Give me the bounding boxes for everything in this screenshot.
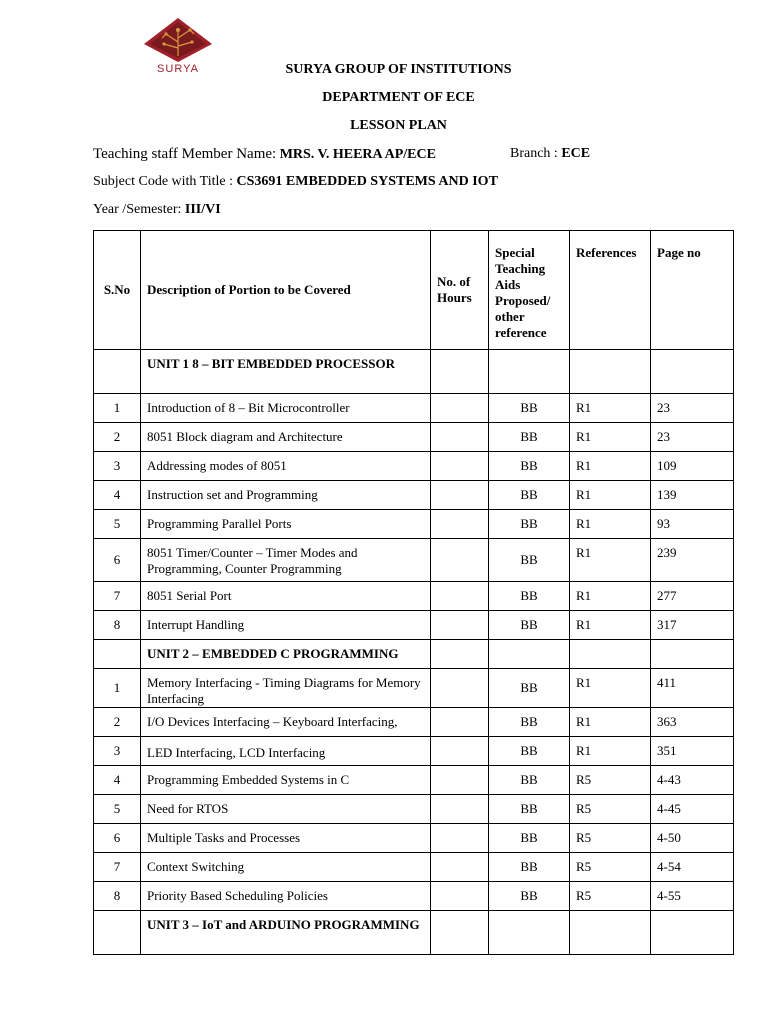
aids-cell: BB	[489, 582, 570, 611]
hours-cell	[431, 582, 489, 611]
reference-cell: R1	[570, 452, 651, 481]
unit-empty-cell	[431, 350, 489, 394]
reference-cell: R1	[570, 582, 651, 611]
unit-empty-cell	[431, 640, 489, 669]
reference-cell: R1	[570, 737, 651, 766]
sno-cell: 8	[94, 882, 141, 911]
description-cell: 8051 Timer/Counter – Timer Modes and Programming, Counter Programming	[141, 539, 431, 582]
table-row	[94, 611, 734, 640]
sno-cell: 4	[94, 766, 141, 795]
year-value: III/VI	[184, 202, 221, 217]
table-row	[94, 394, 734, 423]
unit-title: UNIT 1 8 – BIT EMBEDDED PROCESSOR	[141, 350, 431, 394]
sno-cell: 4	[94, 481, 141, 510]
header-sno: S.No	[94, 231, 141, 350]
logo-text: SURYA	[157, 63, 199, 75]
hours-cell	[431, 766, 489, 795]
unit-empty-cell	[570, 911, 651, 955]
table-row	[94, 795, 734, 824]
sno-cell: 5	[94, 510, 141, 539]
description-cell: LED Interfacing, LCD Interfacing	[141, 737, 431, 766]
table-body	[94, 350, 734, 955]
unit-sno-cell	[94, 640, 141, 669]
header-description: Description of Portion to be Covered	[141, 231, 431, 350]
aids-cell: BB	[489, 882, 570, 911]
header-aids: Special Teaching Aids Proposed/ other reference	[489, 231, 570, 350]
sno-cell: 2	[94, 423, 141, 452]
department-name: DEPARTMENT OF ECE	[322, 90, 475, 105]
aids-cell: BB	[489, 853, 570, 882]
unit-sno-cell	[94, 350, 141, 394]
description-cell: 8051 Block diagram and Architecture	[141, 423, 431, 452]
page-cell: 4-50	[651, 824, 734, 853]
page-cell: 23	[651, 423, 734, 452]
hours-cell	[431, 824, 489, 853]
unit-title: UNIT 3 – IoT and ARDUINO PROGRAMMING	[141, 911, 431, 955]
page-cell: 351	[651, 737, 734, 766]
year-line	[93, 202, 221, 218]
reference-cell: R1	[570, 708, 651, 737]
branch-label: Branch :	[510, 146, 558, 161]
aids-cell: BB	[489, 737, 570, 766]
aids-cell: BB	[489, 423, 570, 452]
logo-emblem-icon	[142, 16, 214, 64]
institution-name: SURYA GROUP OF INSTITUTIONS	[285, 62, 512, 77]
hours-cell	[431, 708, 489, 737]
table-row	[94, 582, 734, 611]
sno-cell: 1	[94, 394, 141, 423]
unit-empty-cell	[489, 640, 570, 669]
staff-line	[93, 146, 436, 163]
table-row	[94, 737, 734, 766]
description-cell: Programming Embedded Systems in C	[141, 766, 431, 795]
document-title: LESSON PLAN	[350, 118, 447, 133]
unit-empty-cell	[489, 911, 570, 955]
unit-row	[94, 640, 734, 669]
unit-row	[94, 911, 734, 955]
page-cell: 139	[651, 481, 734, 510]
description-cell: 8051 Serial Port	[141, 582, 431, 611]
subject-line	[93, 174, 498, 190]
table-row	[94, 669, 734, 708]
hours-cell	[431, 481, 489, 510]
unit-empty-cell	[651, 911, 734, 955]
branch-value: ECE	[561, 146, 591, 161]
page-cell: 4-54	[651, 853, 734, 882]
reference-cell: R1	[570, 394, 651, 423]
reference-cell: R5	[570, 766, 651, 795]
unit-empty-cell	[489, 350, 570, 394]
hours-cell	[431, 853, 489, 882]
unit-empty-cell	[651, 640, 734, 669]
reference-cell: R5	[570, 824, 651, 853]
page-cell: 4-43	[651, 766, 734, 795]
description-cell: Introduction of 8 – Bit Microcontroller	[141, 394, 431, 423]
sno-cell: 3	[94, 452, 141, 481]
sno-cell: 2	[94, 708, 141, 737]
hours-cell	[431, 611, 489, 640]
lesson-plan-table	[93, 230, 734, 955]
sno-cell: 8	[94, 611, 141, 640]
subject-value: CS3691 EMBEDDED SYSTEMS AND IOT	[236, 174, 498, 189]
page-cell: 239	[651, 539, 734, 582]
sno-cell: 6	[94, 824, 141, 853]
aids-cell: BB	[489, 766, 570, 795]
description-cell: I/O Devices Interfacing – Keyboard Interfacing,	[141, 708, 431, 737]
sno-cell: 6	[94, 539, 141, 582]
page-cell: 23	[651, 394, 734, 423]
description-cell: Context Switching	[141, 853, 431, 882]
reference-cell: R1	[570, 510, 651, 539]
reference-cell: R1	[570, 481, 651, 510]
sno-cell: 5	[94, 795, 141, 824]
hours-cell	[431, 669, 489, 708]
table-row	[94, 824, 734, 853]
table-row	[94, 539, 734, 582]
staff-value: MRS. V. HEERA AP/ECE	[279, 147, 436, 162]
description-cell: Memory Interfacing - Timing Diagrams for Memory Interfacing	[141, 669, 431, 708]
hours-cell	[431, 510, 489, 539]
table-row	[94, 452, 734, 481]
unit-sno-cell	[94, 911, 141, 955]
table-row	[94, 481, 734, 510]
aids-cell: BB	[489, 611, 570, 640]
table-row	[94, 882, 734, 911]
table-row	[94, 853, 734, 882]
table-row	[94, 708, 734, 737]
header-page: Page no	[651, 231, 734, 350]
page-cell: 93	[651, 510, 734, 539]
page-cell: 277	[651, 582, 734, 611]
description-cell: Priority Based Scheduling Policies	[141, 882, 431, 911]
sno-cell: 3	[94, 737, 141, 766]
hours-cell	[431, 882, 489, 911]
branch-line	[510, 146, 590, 162]
unit-title: UNIT 2 – EMBEDDED C PROGRAMMING	[141, 640, 431, 669]
page-cell: 4-45	[651, 795, 734, 824]
aids-cell: BB	[489, 824, 570, 853]
aids-cell: BB	[489, 510, 570, 539]
reference-cell: R5	[570, 882, 651, 911]
sno-cell: 1	[94, 669, 141, 708]
aids-cell: BB	[489, 452, 570, 481]
table-row	[94, 766, 734, 795]
hours-cell	[431, 423, 489, 452]
reference-cell: R1	[570, 611, 651, 640]
description-cell: Need for RTOS	[141, 795, 431, 824]
hours-cell	[431, 394, 489, 423]
table-header-row	[94, 231, 734, 350]
page-cell: 411	[651, 669, 734, 708]
header-references: References	[570, 231, 651, 350]
unit-empty-cell	[651, 350, 734, 394]
page-cell: 4-55	[651, 882, 734, 911]
page-cell: 317	[651, 611, 734, 640]
description-cell: Addressing modes of 8051	[141, 452, 431, 481]
page-cell: 363	[651, 708, 734, 737]
header-hours: No. of Hours	[431, 231, 489, 350]
aids-cell: BB	[489, 394, 570, 423]
reference-cell: R1	[570, 539, 651, 582]
description-cell: Multiple Tasks and Processes	[141, 824, 431, 853]
hours-cell	[431, 539, 489, 582]
unit-empty-cell	[431, 911, 489, 955]
table-row	[94, 510, 734, 539]
table-row	[94, 423, 734, 452]
description-cell: Interrupt Handling	[141, 611, 431, 640]
unit-empty-cell	[570, 350, 651, 394]
reference-cell: R1	[570, 669, 651, 708]
reference-cell: R1	[570, 423, 651, 452]
aids-cell: BB	[489, 708, 570, 737]
description-cell: Programming Parallel Ports	[141, 510, 431, 539]
year-label: Year /Semester:	[93, 202, 182, 217]
reference-cell: R5	[570, 853, 651, 882]
reference-cell: R5	[570, 795, 651, 824]
aids-cell: BB	[489, 539, 570, 582]
subject-label: Subject Code with Title :	[93, 174, 234, 189]
hours-cell	[431, 795, 489, 824]
aids-cell: BB	[489, 795, 570, 824]
aids-cell: BB	[489, 669, 570, 708]
hours-cell	[431, 737, 489, 766]
sno-cell: 7	[94, 582, 141, 611]
unit-empty-cell	[570, 640, 651, 669]
sno-cell: 7	[94, 853, 141, 882]
staff-label: Teaching staff Member Name:	[93, 146, 277, 162]
description-cell: Instruction set and Programming	[141, 481, 431, 510]
hours-cell	[431, 452, 489, 481]
aids-cell: BB	[489, 481, 570, 510]
unit-row	[94, 350, 734, 394]
page-cell: 109	[651, 452, 734, 481]
